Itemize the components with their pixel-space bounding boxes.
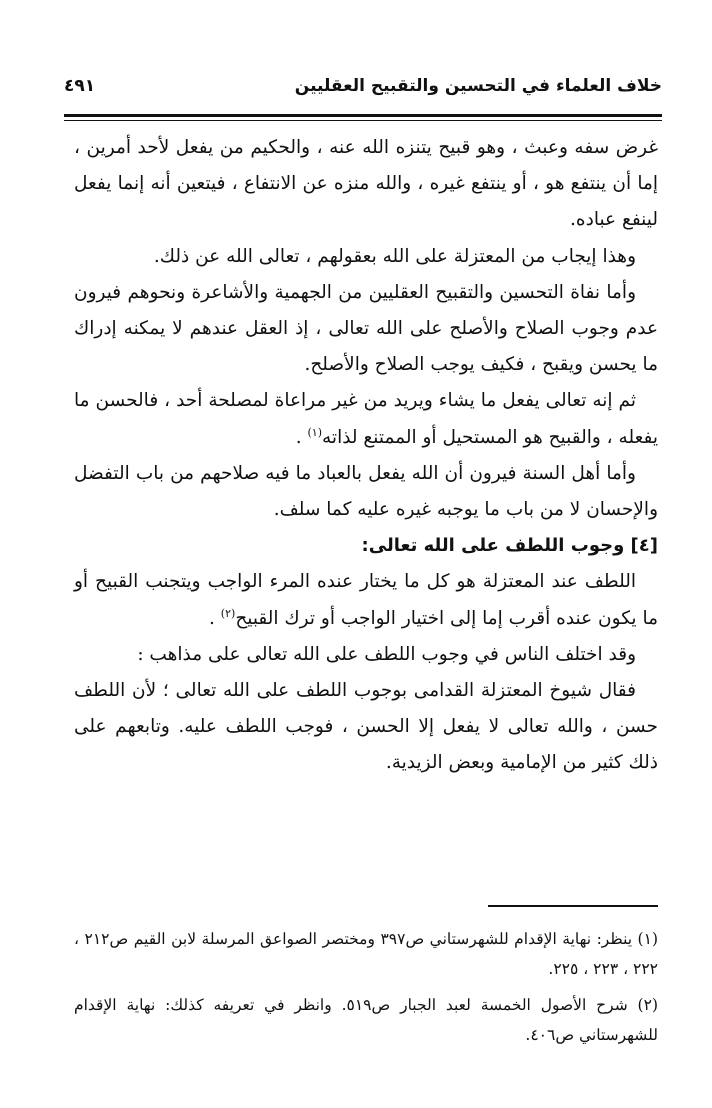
paragraph-6 [74, 564, 658, 636]
footnote-separator [488, 905, 658, 907]
paragraph-4-end: . [295, 426, 308, 448]
header-rule-thin [64, 120, 662, 121]
page-number: ٤٩١ [64, 76, 96, 96]
paragraph-3: وأما نفاة التحسين والتقبيح العقليين من الجهمية والأشاعرة ونحوهم فيرون عدم وجوب الصلاح والأصلح على الله تعالى ، إذ العقل عندهم لا يمكنه إدراك ما يحسن ويقبح ، فكيف يوجب الصلاح والأصلح. [74, 281, 658, 376]
paragraph-4 [74, 383, 658, 455]
footnotes [74, 924, 658, 1056]
paragraph-7: وقد اختلف الناس في وجوب اللطف على الله تعالى على مذاهب : [137, 643, 636, 665]
paragraph-4-text: ثم إنه تعالى يفعل ما يشاء ويريد من غير مراعاة لمصلحة أحد ، فالحسن ما يفعله ، والقبيح هو المستحيل أو الممتنع لذاته [74, 390, 658, 448]
paragraph-2: وهذا إيجاب من المعتزلة على الله بعقولهم ، تعالى الله عن ذلك. [153, 245, 636, 267]
paragraph-6-text: اللطف عند المعتزلة هو كل ما يختار عنده المرء الواجب ويتجنب القبيح أو ما يكون عنده أقرب إما إلى اختيار الواجب أو ترك القبيح [74, 571, 658, 629]
running-title: خلاف العلماء في التحسين والتقبيح العقليين [294, 76, 662, 96]
footnote-2: (٢) شرح الأصول الخمسة لعبد الجبار ص٥١٩. وانظر في تعريفه كذلك: نهاية الإقدام للشهرستاني ص٤٠٦. [74, 996, 658, 1044]
main-text [74, 130, 658, 782]
footnote-1: (١) ينظر: نهاية الإقدام للشهرستاني ص٣٩٧ ومختصر الصواعق المرسلة لابن القيم ص٢١٢ ، ٢٢٢ ، ٢٢٣ ، ٢٢٥. [74, 930, 658, 978]
footnote-ref-1: (١) [307, 425, 322, 439]
paragraph-8: فقال شيوخ المعتزلة القدامى بوجوب اللطف على الله تعالى ؛ لأن اللطف حسن ، والله تعالى لا يفعل إلا الحسن ، فوجب اللطف عليه. وتابعهم على ذلك كثير من الإمامية وبعض الزيدية. [74, 680, 658, 774]
running-header [64, 70, 662, 110]
footnote-ref-2: (٢) [220, 606, 236, 620]
section-heading: [٤] وجوب اللطف على الله تعالى: [361, 535, 658, 557]
paragraph-1: غرض سفه وعبث ، وهو قبيح يتنزه الله عنه ، والحكيم من يفعل لأحد أمرين ، إما أن ينتفع هو ، أو ينتفع غيره ، والله منزه عن الانتفاع ، فيتعين أنه إنما يفعل لينفع عباده. [74, 137, 658, 231]
paragraph-5: وأما أهل السنة فيرون أن الله يفعل بالعباد ما فيه صلاحهم من باب التفضل والإحسان لا من باب ما يوجبه غيره عليه كما سلف. [74, 462, 658, 521]
paragraph-6-end: . [209, 607, 221, 629]
header-rule-thick [64, 114, 662, 117]
